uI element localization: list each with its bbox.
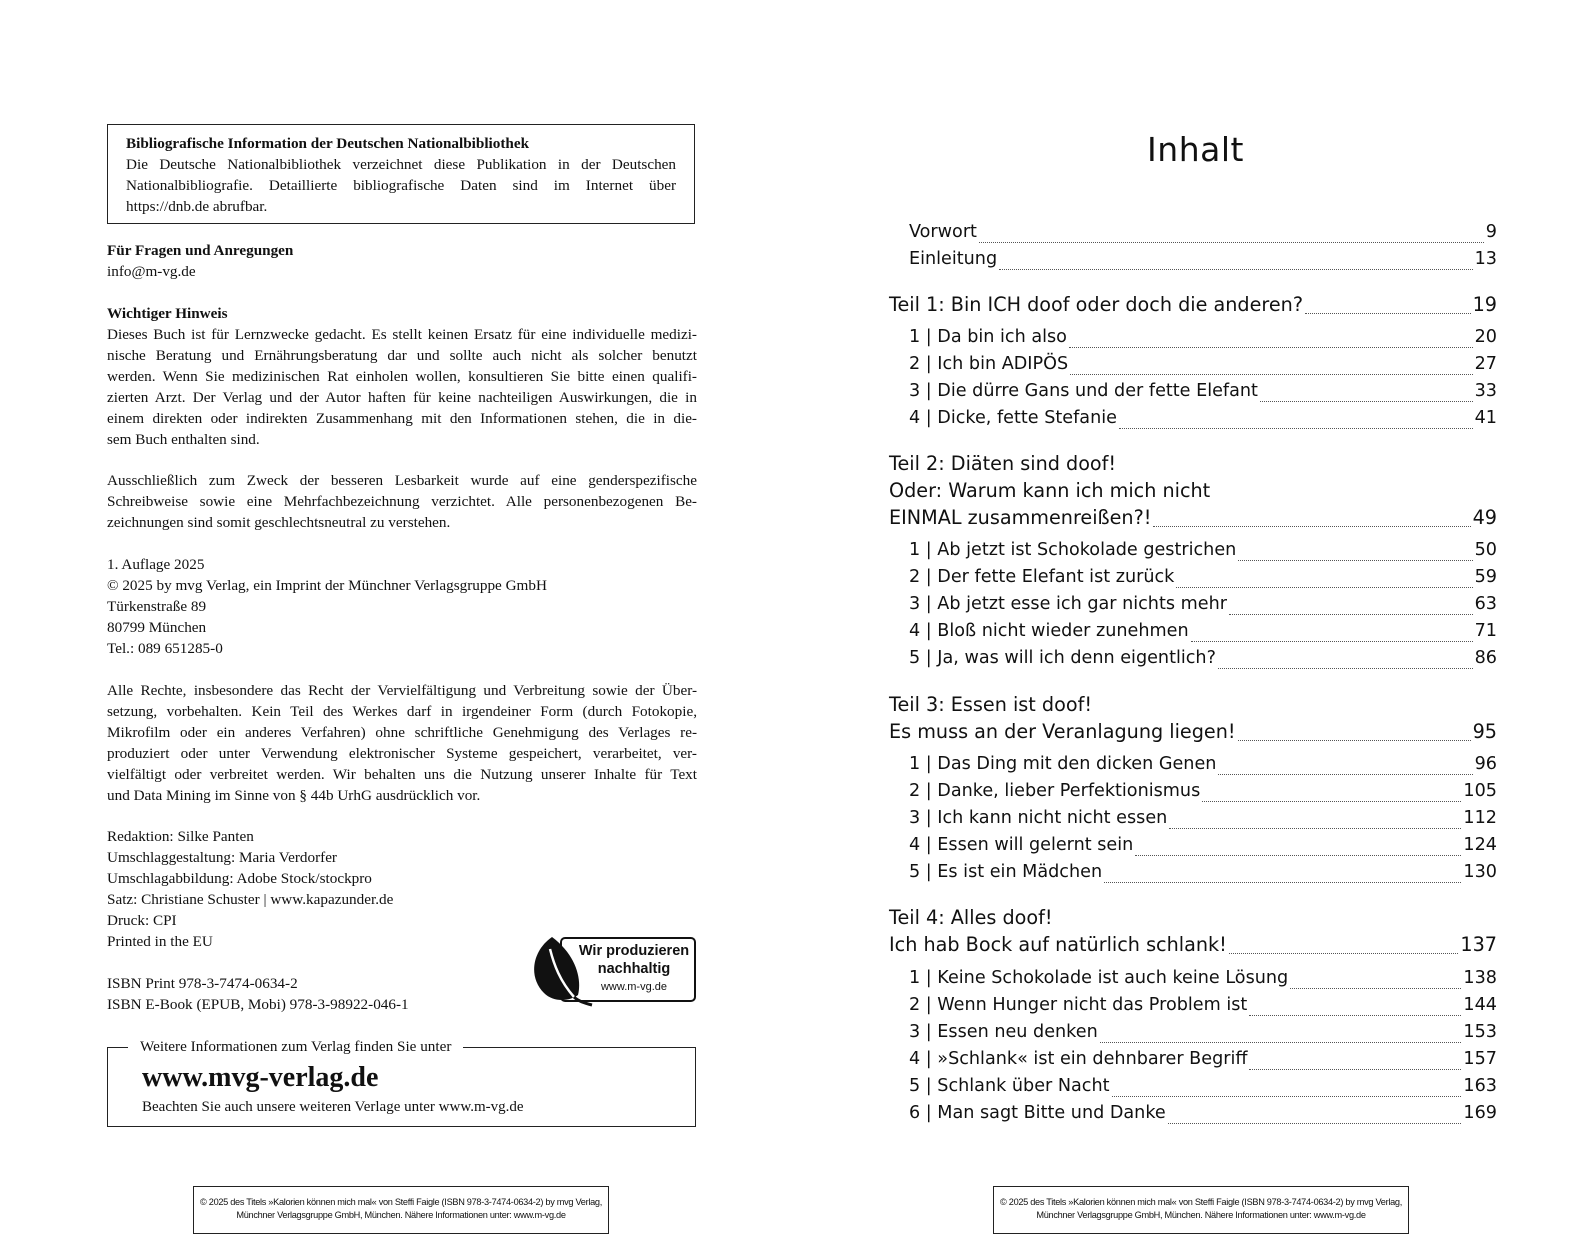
toc-entry-label: 1 | Das Ding mit den dicken Genen [909, 754, 1217, 774]
toc-chapter[interactable] [909, 781, 1497, 807]
toc-page-number: 9 [1485, 222, 1497, 242]
toc-dot-leader [1104, 881, 1461, 883]
toc-chapter[interactable] [909, 754, 1497, 780]
toc-dot-leader [1305, 312, 1471, 314]
toc-entry-vorwort[interactable] [909, 222, 1497, 248]
toc-chapter[interactable] [909, 540, 1497, 566]
gender-note-line: Schreibweise sowie eine Mehrfachbezeichnung verzichtet. Alle personenbezogenen Be- [107, 493, 697, 510]
toc-entry-label: 3 | Essen neu denken [909, 1022, 1098, 1042]
toc-entry-label: 3 | Ich kann nicht nicht essen [909, 808, 1168, 828]
toc-entry-label: 5 | Ja, was will ich denn eigentlich? [909, 648, 1216, 668]
toc-dot-leader [979, 241, 1484, 243]
publisher-web-box [107, 1038, 696, 1127]
toc-entry-label: 3 | Die dürre Gans und der fette Elefant [909, 381, 1258, 401]
toc-page-number: 13 [1474, 249, 1497, 269]
isbn-print: ISBN Print 978-3-7474-0634-2 [107, 975, 298, 992]
toc-entry-label: 5 | Es ist ein Mädchen [909, 862, 1103, 882]
toc-chapter[interactable] [909, 1049, 1497, 1075]
toc-chapter[interactable] [909, 1103, 1497, 1129]
toc-page-number: 105 [1463, 781, 1497, 801]
toc-part-2-title-line[interactable]: Oder: Warum kann ich mich nicht [889, 479, 1211, 502]
credits-line: Satz: Christiane Schuster | www.kapazunder.de [107, 891, 394, 908]
bib-info-line: Die Deutsche Nationalbibliothek verzeichnet diese Publikation in der Deutschen [126, 156, 676, 173]
toc-part-title: EINMAL zusammenreißen?! [889, 506, 1152, 529]
toc-chapter[interactable] [909, 968, 1497, 994]
toc-entry-label: 2 | Der fette Elefant ist zurück [909, 567, 1175, 587]
toc-part-3[interactable] [889, 720, 1497, 746]
gender-note-line: Ausschließlich zum Zweck der besseren Lesbarkeit wurde auf eine genderspezifische [107, 472, 697, 489]
badge-line-1: Wir produzieren [578, 943, 690, 959]
badge-url: www.m-vg.de [600, 981, 668, 993]
toc-dot-leader [1202, 800, 1461, 802]
toc-dot-leader [1168, 1122, 1462, 1124]
notice-line: Dieses Buch ist für Lernzwecke gedacht. Es stellt keinen Ersatz für eine individuelle medizi- [107, 326, 697, 343]
toc-entry-label: 5 | Schlank über Nacht [909, 1076, 1110, 1096]
rights-line: Alle Rechte, insbesondere das Recht der Vervielfältigung und Verbreitung sowie der Über- [107, 682, 697, 699]
toc-chapter[interactable] [909, 354, 1497, 380]
toc-chapter[interactable] [909, 408, 1497, 434]
edition-line: © 2025 by mvg Verlag, ein Imprint der Münchner Verlagsgruppe GmbH [107, 577, 547, 594]
bib-info-line: Nationalbibliografie. Detaillierte bibliografische Daten sind im Internet über [126, 177, 676, 194]
toc-dot-leader [1260, 400, 1473, 402]
publisher-url-link[interactable]: www.mvg-verlag.de [142, 1062, 379, 1093]
toc-part-title: Teil 1: Bin ICH doof oder doch die anderen? [889, 293, 1304, 316]
notice-line: sem Buch enthalten sind. [107, 431, 260, 448]
toc-dot-leader [1229, 952, 1459, 954]
toc-entry-label: 4 | Essen will gelernt sein [909, 835, 1134, 855]
toc-page-number: 49 [1472, 506, 1497, 529]
toc-entry-label: 2 | Ich bin ADIPÖS [909, 354, 1069, 374]
edition-line: Tel.: 089 651285-0 [107, 640, 223, 657]
credits-line: Redaktion: Silke Panten [107, 828, 254, 845]
contact-email: info@m-vg.de [107, 263, 196, 280]
isbn-block [107, 973, 507, 1015]
web-box-legend: Weitere Informationen zum Verlag finden Sie unter [128, 1037, 463, 1057]
toc-dot-leader [1249, 1068, 1461, 1070]
toc-page-number: 33 [1474, 381, 1497, 401]
toc-page-number: 95 [1472, 720, 1497, 743]
credits-line: Umschlagabbildung: Adobe Stock/stockpro [107, 870, 372, 887]
toc-page-number: 63 [1474, 594, 1497, 614]
rights-line: produziert oder unter Verwendung elektronischer Systeme gespeichert, verarbeitet, ver- [107, 745, 697, 762]
toc-entry-label: 4 | »Schlank« ist ein dehnbarer Begriff [909, 1049, 1248, 1069]
toc-entry-label: Einleitung [909, 249, 998, 269]
toc-dot-leader [1135, 854, 1461, 856]
toc-title: Inhalt [1147, 130, 1244, 169]
toc-page-number: 130 [1463, 862, 1497, 882]
toc-page-number: 124 [1463, 835, 1497, 855]
toc-dot-leader [1218, 667, 1473, 669]
toc-entry-label: 1 | Da bin ich also [909, 327, 1067, 347]
toc-entry-einleitung[interactable] [909, 249, 1497, 275]
notice-line: werden. Wenn Sie medizinischen Rat einholen wollen, konsultieren Sie bitte einen qualifi- [107, 368, 697, 385]
toc-dot-leader [1119, 427, 1473, 429]
gender-note-line: zeichnungen sind somit geschlechtsneutral zu verstehen. [107, 514, 451, 531]
toc-dot-leader [1112, 1095, 1462, 1097]
toc-chapter[interactable] [909, 621, 1497, 647]
toc-entry-label: 4 | Dicke, fette Stefanie [909, 408, 1117, 428]
toc-page-number: 27 [1474, 354, 1497, 374]
toc-page-number: 41 [1474, 408, 1497, 428]
sustainability-badge [530, 931, 697, 1007]
bibliographic-info-box [107, 124, 695, 224]
toc-page-number: 96 [1474, 754, 1497, 774]
credits-line: Druck: CPI [107, 912, 177, 929]
toc-chapter[interactable] [909, 1022, 1497, 1048]
toc-page-number: 138 [1463, 968, 1497, 988]
copyright-stamp-line: Münchner Verlagsgruppe GmbH, München. Nähere Informationen unter: www.m-vg.de [1036, 1210, 1366, 1220]
toc-chapter[interactable] [909, 327, 1497, 353]
toc-part-1[interactable] [889, 293, 1497, 319]
toc-dot-leader [1176, 586, 1472, 588]
toc-dot-leader [1238, 559, 1472, 561]
notice-block [107, 303, 697, 450]
toc-entry-label: 3 | Ab jetzt esse ich gar nichts mehr [909, 594, 1227, 614]
toc-entry-label: 1 | Keine Schokolade ist auch keine Lösung [909, 968, 1289, 988]
toc-chapter[interactable] [909, 835, 1497, 861]
toc-dot-leader [1290, 987, 1461, 989]
copyright-stamp-line: © 2025 des Titels »Kalorien können mich mal« von Steffi Faigle (ISBN 978-3-7474-0634-2) by mvg Verlag, [1000, 1197, 1402, 1207]
badge-line-2: nachhaltig [597, 961, 671, 977]
toc-dot-leader [1100, 1041, 1462, 1043]
copyright-stamp-line: Münchner Verlagsgruppe GmbH, München. Nähere Informationen unter: www.m-vg.de [236, 1210, 566, 1220]
toc-chapter[interactable] [909, 1076, 1497, 1102]
copyright-stamp [993, 1186, 1409, 1234]
toc-dot-leader [1229, 613, 1473, 615]
credits-line: Umschlaggestaltung: Maria Verdorfer [107, 849, 337, 866]
isbn-ebook: ISBN E-Book (EPUB, Mobi) 978-3-98922-046-1 [107, 996, 409, 1013]
toc-chapter[interactable] [909, 808, 1497, 834]
toc-entry-label: 2 | Wenn Hunger nicht das Problem ist [909, 995, 1248, 1015]
toc-entry-label: 6 | Man sagt Bitte und Danke [909, 1103, 1166, 1123]
toc-page-number: 20 [1474, 327, 1497, 347]
table-of-contents-page [797, 0, 1594, 1240]
toc-page-number: 157 [1463, 1049, 1497, 1069]
bib-info-title: Bibliografische Information der Deutschen Nationalbibliothek [126, 135, 530, 152]
toc-chapter[interactable] [909, 648, 1497, 674]
toc-entry-label: 4 | Bloß nicht wieder zunehmen [909, 621, 1189, 641]
rights-line: vielfältigt oder verbreitet werden. Wir behalten uns die Nutzung unserer Inhalte für Text [107, 766, 697, 783]
toc-page-number: 137 [1460, 933, 1497, 956]
rights-block [107, 680, 697, 806]
rights-line: setzung, vorbehalten. Kein Teil des Werkes darf in irgendeiner Form (durch Fotokopie, [107, 703, 697, 720]
toc-page-number: 169 [1463, 1103, 1497, 1123]
toc-dot-leader [1169, 827, 1461, 829]
toc-part-2[interactable] [889, 506, 1497, 532]
toc-entry-label: Vorwort [909, 222, 977, 242]
copyright-stamp [193, 1186, 609, 1234]
toc-entry-label: 2 | Danke, lieber Perfektionismus [909, 781, 1201, 801]
rights-line: und Data Mining im Sinne von § 44b UrhG ausdrücklich vor. [107, 787, 481, 804]
toc-chapter[interactable] [909, 995, 1497, 1021]
toc-chapter[interactable] [909, 862, 1497, 888]
toc-dot-leader [1070, 373, 1473, 375]
toc-entry-label: 1 | Ab jetzt ist Schokolade gestrichen [909, 540, 1237, 560]
notice-line: nische Beratung und Ernährungsberatung dar und sollte auch nicht als solcher benutzt [107, 347, 697, 364]
gender-note-block [107, 470, 697, 533]
toc-chapter[interactable] [909, 594, 1497, 620]
toc-page-number: 50 [1474, 540, 1497, 560]
toc-page-number: 19 [1472, 293, 1497, 316]
notice-line: einem direkten oder indirekten Zusammenhang mit den Informationen stehen, die in die- [107, 410, 697, 427]
toc-part-3-title-line[interactable]: Teil 3: Essen ist doof! [889, 693, 1093, 716]
toc-part-title: Ich hab Bock auf natürlich schlank! [889, 933, 1227, 956]
toc-dot-leader [1153, 525, 1470, 527]
credits-line: Printed in the EU [107, 933, 213, 950]
toc-part-4[interactable] [889, 933, 1497, 959]
contact-block [107, 240, 697, 282]
notice-line: zierten Arzt. Der Verlag und der Autor haften für keine nachteiligen Auswirkungen, die in [107, 389, 697, 406]
copyright-stamp-line: © 2025 des Titels »Kalorien können mich mal« von Steffi Faigle (ISBN 978-3-7474-0634-2) by mvg Verlag, [200, 1197, 602, 1207]
edition-line: 80799 München [107, 619, 207, 636]
rights-line: Mikrofilm oder ein anderes Verfahren) ohne schriftliche Genehmigung des Verlages re- [107, 724, 697, 741]
toc-dot-leader [1218, 773, 1472, 775]
toc-dot-leader [1069, 346, 1473, 348]
toc-page-number: 86 [1474, 648, 1497, 668]
toc-chapter[interactable] [909, 567, 1497, 593]
toc-part-2-title-line[interactable]: Teil 2: Diäten sind doof! [889, 452, 1117, 475]
toc-page-number: 112 [1463, 808, 1497, 828]
edition-block [107, 554, 697, 659]
toc-page-number: 163 [1463, 1076, 1497, 1096]
toc-dot-leader [1191, 640, 1473, 642]
toc-page-number: 71 [1474, 621, 1497, 641]
toc-dot-leader [1249, 1014, 1461, 1016]
toc-part-title: Es muss an der Veranlagung liegen! [889, 720, 1236, 743]
toc-dot-leader [999, 268, 1472, 270]
notice-heading: Wichtiger Hinweis [107, 305, 228, 322]
web-box-note: Beachten Sie auch unsere weiteren Verlage unter www.m-vg.de [142, 1099, 524, 1115]
toc-chapter[interactable] [909, 381, 1497, 407]
edition-line: Türkenstraße 89 [107, 598, 207, 615]
toc-dot-leader [1238, 739, 1471, 741]
toc-page-number: 144 [1463, 995, 1497, 1015]
toc-page-number: 153 [1463, 1022, 1497, 1042]
toc-part-4-title-line[interactable]: Teil 4: Alles doof! [889, 906, 1053, 929]
contact-heading: Für Fragen und Anregungen [107, 242, 294, 259]
edition-line: 1. Auflage 2025 [107, 556, 205, 573]
bib-info-line: https://dnb.de abrufbar. [126, 198, 268, 215]
toc-page-number: 59 [1474, 567, 1497, 587]
